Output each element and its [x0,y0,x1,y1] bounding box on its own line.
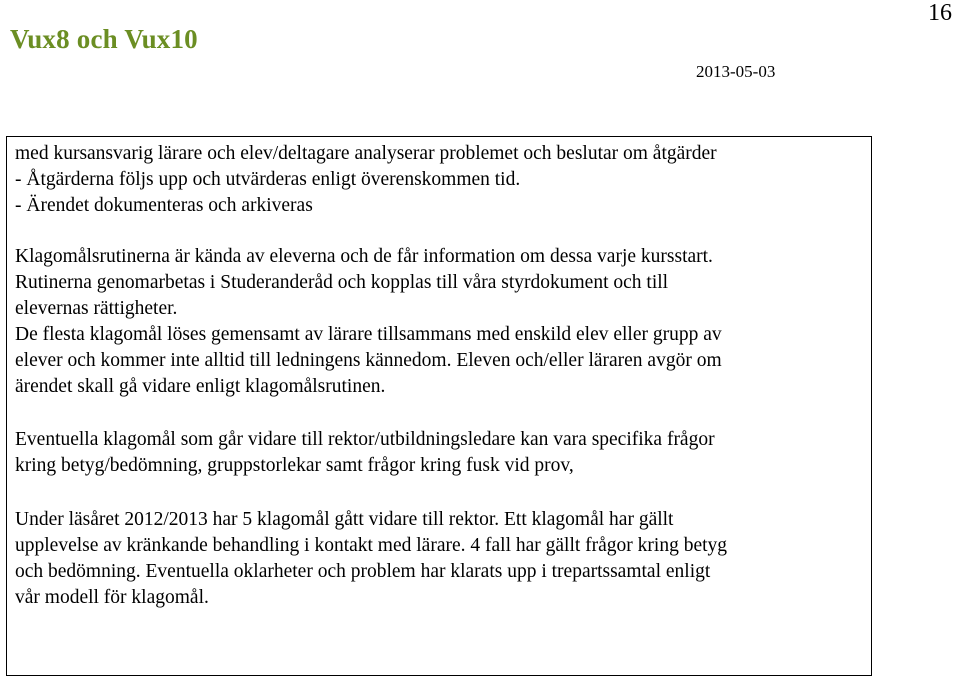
document-title: Vux8 och Vux10 [10,24,198,54]
text-line: vår modell för klagomål. [15,587,209,608]
text-line: kring betyg/bedömning, gruppstorlekar samt frågor kring fusk vid prov, [15,455,574,476]
text-line: De flesta klagomål löses gemensamt av lärare tillsammans med enskild elev eller grupp av [15,324,722,345]
text-line: Rutinerna genomarbetas i Studeranderåd och kopplas till våra styrdokument och till [15,272,669,293]
text-line: elevernas rättigheter. [15,298,178,319]
text-line: - Åtgärderna följs upp och utvärderas enligt överenskommen tid. [15,169,521,190]
text-line: med kursansvarig lärare och elev/deltagare analyserar problemet och beslutar om åtgärder [15,143,717,164]
text-line: och bedömning. Eventuella oklarheter och problem har klarats upp i trepartssamtal enligt [15,561,711,582]
document-date: 2013-05-03 [696,62,776,81]
text-line: elever och kommer inte alltid till ledningens kännedom. Eleven och/eller läraren avgör om [15,350,722,371]
text-line: upplevelse av kränkande behandling i kontakt med lärare. 4 fall har gällt frågor kring betyg [15,535,728,556]
text-line: Klagomålsrutinerna är kända av eleverna och de får information om dessa varje kursstart. [15,246,713,267]
page-number: 16 [928,0,952,26]
text-line: Eventuella klagomål som går vidare till rektor/utbildningsledare kan vara specifika frågor [15,429,715,450]
text-line: - Ärendet dokumenteras och arkiveras [15,195,313,216]
text-line: ärendet skall gå vidare enligt klagomålsrutinen. [15,376,386,397]
text-line: Under läsåret 2012/2013 har 5 klagomål gått vidare till rektor. Ett klagomål har gällt [15,509,674,530]
